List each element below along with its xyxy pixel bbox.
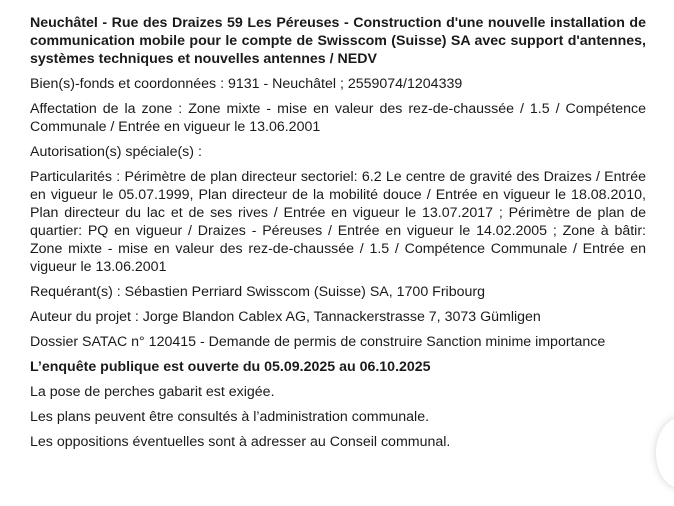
- parcels-line: Bien(s)-fonds et coordonnées : 9131 - Neuchâtel ; 2559074/1204339: [30, 76, 463, 92]
- special-authorizations-line: Autorisation(s) spéciale(s) :: [30, 144, 202, 160]
- zone-assignment-line: Affectation de la zone : Zone mixte - mise en valeur des rez-de-chaussée / 1.5 / Compétence Communale / Entrée en vigueur le 13.06.2001: [30, 101, 646, 135]
- applicant-line: Requérant(s) : Sébastien Perriard Swisscom (Suisse) SA, 1700 Fribourg: [30, 284, 485, 300]
- floating-edge-button[interactable]: [656, 418, 674, 488]
- particularities-paragraph: Particularités : Périmètre de plan directeur sectoriel: 6.2 Le centre de gravité des Draizes / Entrée en vigueur le 05.07.1999, Plan directeur de la mobilité douce / Entrée en vigueur le 18.08.2010, Plan directeur du lac et de ses rives / Entrée en vigueur le 13.07.2017 ; Périmètre de plan de quartier: PQ en vigueur / Draizes - Péreuses / Entrée en vigueur le 14.02.2005 ; Zone à bâtir: Zone mixte - mise en valeur des rez-de-chaussée / 1.5 / Compétence Communale / Entrée en vigueur le 13.06.2001: [30, 169, 646, 275]
- inquiry-period-line: L’enquête publique est ouverte du 05.09.2025 au 06.10.2025: [30, 359, 431, 375]
- notice-title: Neuchâtel - Rue des Draizes 59 Les Péreuses - Construction d'une nouvelle installation de communication mobile pour le compte de Swisscom (Suisse) SA avec support d'antennes, systèmes techniques et nouvelles antennes / NEDV: [30, 15, 646, 67]
- oppositions-line: Les oppositions éventuelles sont à adresser au Conseil communal.: [30, 434, 451, 450]
- dossier-line: Dossier SATAC n° 120415 - Demande de permis de construire Sanction minime importance: [30, 334, 606, 350]
- plans-consultation-line: Les plans peuvent être consultés à l’administration communale.: [30, 409, 430, 425]
- public-notice: [30, 14, 646, 458]
- project-author-line: Auteur du projet : Jorge Blandon Cablex AG, Tannackerstrasse 7, 3073 Gümligen: [30, 309, 541, 325]
- gauge-poles-line: La pose de perches gabarit est exigée.: [30, 384, 275, 400]
